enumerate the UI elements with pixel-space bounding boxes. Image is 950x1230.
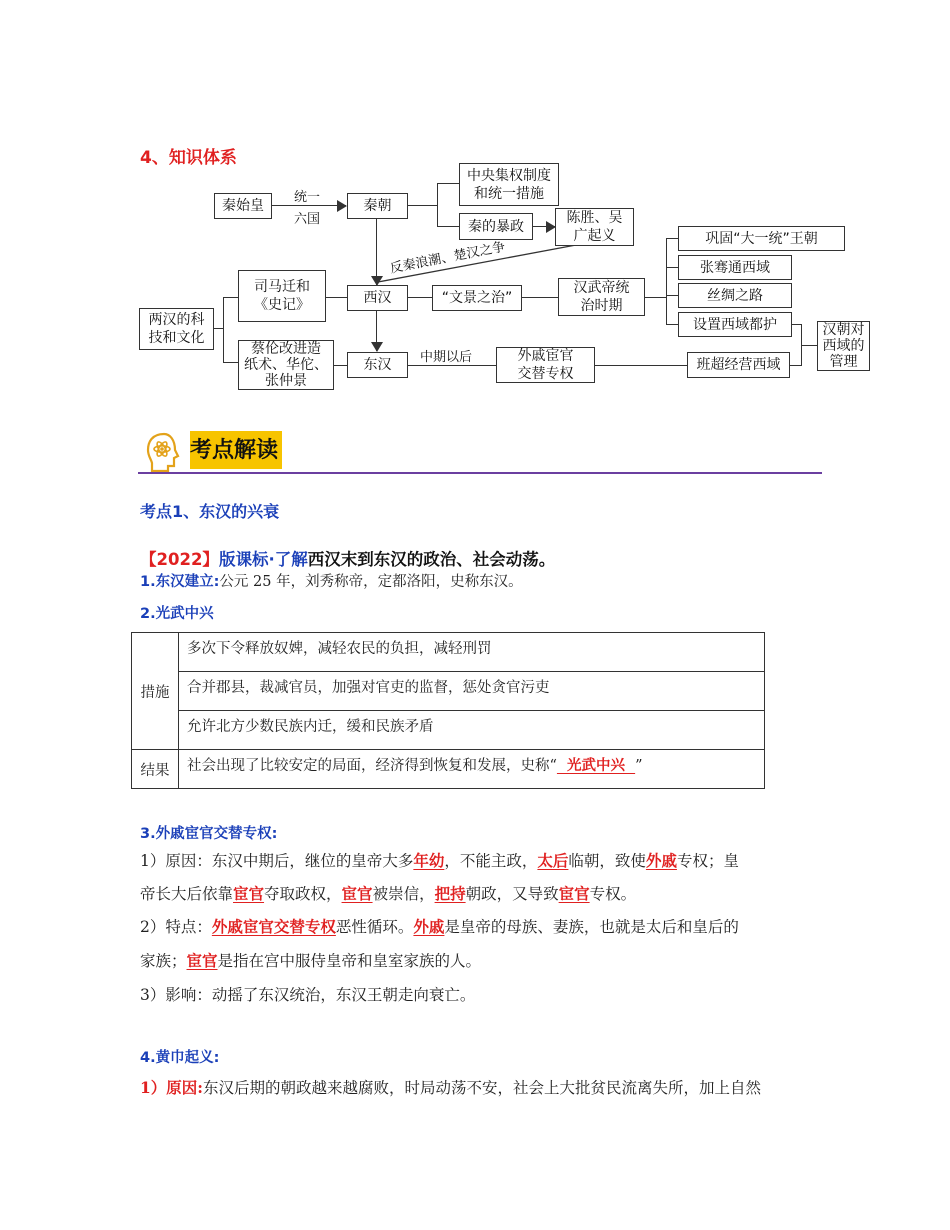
brain-atom-icon	[142, 430, 186, 474]
box-science-culture	[139, 308, 214, 350]
paragraph-line	[140, 883, 636, 905]
box-label: 秦始皇	[222, 198, 264, 214]
paragraph-line	[140, 950, 481, 972]
box-label: 班超经营西域	[696, 357, 781, 373]
section-title: 4、知识体系	[140, 148, 237, 168]
banner-underline	[138, 472, 822, 474]
text: 朝政，又导致	[465, 885, 559, 903]
box-silu	[678, 283, 792, 308]
box-cailun	[238, 340, 334, 390]
standard-year: 【2022】	[140, 550, 219, 569]
box-label: 蔡伦改进造	[251, 341, 321, 357]
box-label: 东汉	[363, 357, 392, 373]
result-text: ”	[635, 758, 643, 774]
connector	[522, 297, 558, 298]
answer-text: 宦官	[558, 884, 590, 903]
row-header: 结果	[132, 750, 179, 789]
table-cell: 合并郡县，裁减官员，加强对官吏的监督，惩处贪官污吏	[179, 672, 765, 711]
connector	[408, 365, 496, 366]
box-waiqi	[496, 347, 595, 383]
text: 恶性循环。	[335, 918, 414, 936]
box-xihan	[347, 285, 408, 311]
answer-text: 宦官	[341, 884, 373, 903]
connector	[272, 205, 346, 206]
text: 家族；	[140, 952, 187, 970]
answer-text: 把持	[434, 884, 466, 903]
connector	[801, 345, 817, 346]
text: 临朝，致使	[568, 852, 646, 870]
box-zhangqian	[678, 255, 792, 280]
text: 专权；皇	[676, 852, 739, 870]
edge-label: 反秦浪潮、楚汉之争	[388, 239, 507, 277]
box-label: 秦的暴政	[468, 218, 524, 235]
paragraph-line	[140, 1077, 761, 1099]
result-text: 社会出现了比较安定的局面，经济得到恢复和发展，史称“	[187, 758, 557, 774]
text: 2）特点：	[140, 918, 212, 936]
item-title: 3.外戚宦官交替专权:	[140, 826, 278, 842]
box-chensheng	[555, 208, 634, 246]
table-cell: 允许北方少数民族内迁，缓和民族矛盾	[179, 711, 765, 750]
connector	[645, 297, 667, 298]
box-wudi	[558, 278, 645, 316]
box-label: 西域的	[822, 338, 865, 354]
connector	[408, 205, 438, 206]
box-qinchao	[347, 193, 408, 219]
box-label: 西汉	[363, 290, 392, 306]
box-label: 广起义	[573, 228, 616, 244]
table-row	[132, 750, 765, 789]
box-label: 和统一措施	[474, 185, 544, 202]
text: ，不能主政，	[444, 852, 538, 870]
table-cell	[179, 750, 765, 789]
answer-text: 宦官	[186, 951, 218, 970]
box-label: 中央集权制度	[467, 167, 551, 184]
box-simaqian	[238, 270, 326, 322]
connector	[326, 297, 348, 298]
box-label: 丝绸之路	[707, 287, 763, 304]
box-duhu	[678, 312, 792, 337]
text: 被崇信，	[372, 885, 435, 903]
connector	[223, 297, 239, 298]
edge-label: 六国	[294, 212, 321, 227]
item-label: 1.东汉建立:	[140, 574, 220, 590]
box-xiyu-management	[817, 321, 870, 371]
box-label: 两汉的科	[148, 312, 205, 328]
box-label: 管理	[829, 354, 858, 370]
item-title: 2.光武中兴	[140, 606, 214, 622]
connector	[437, 183, 438, 227]
connector	[223, 297, 224, 363]
box-label: 《史记》	[254, 297, 310, 313]
paragraph-line: 3）影响：动摇了东汉统治，东汉王朝走向衰亡。	[140, 986, 476, 1004]
edge-label: 中期以后	[420, 350, 473, 365]
connector	[595, 365, 687, 366]
connector	[666, 238, 678, 239]
box-label: 外戚宦官	[517, 348, 574, 364]
text: 是皇帝的母族、妻族，也就是太后和皇后的	[444, 918, 739, 936]
standard-text: 西汉末到东汉的政治、社会动荡。	[307, 550, 556, 569]
kaodian-title: 考点1、东汉的兴衰	[140, 502, 280, 521]
text: 1）原因：东汉中期后，继位的皇帝大多	[140, 852, 414, 870]
row-header: 措施	[132, 633, 179, 750]
answer-text: 太后	[537, 851, 569, 870]
connector	[790, 365, 802, 366]
text: 专权。	[589, 885, 637, 903]
box-donghan	[347, 352, 408, 378]
box-label: 张骞通西域	[700, 259, 770, 276]
table-cell: 多次下令释放奴婢，减轻农民的负担，减轻刑罚	[179, 633, 765, 672]
connector	[408, 297, 432, 298]
box-label: 汉朝对	[822, 322, 865, 338]
item-text: 公元 25 年，刘秀称帝，定都洛阳，史称东汉。	[219, 574, 523, 590]
answer-text: 外戚	[645, 851, 677, 870]
box-label: 治时期	[580, 298, 623, 314]
text: 是指在宫中服侍皇帝和皇室家族的人。	[217, 952, 482, 970]
answer-text: 外戚宦官交替专权	[211, 917, 336, 936]
box-label: 巩固“大一统”王朝	[705, 230, 818, 247]
box-label: 设置西域都护	[693, 316, 777, 333]
box-label: 司马迁和	[254, 279, 310, 295]
answer-text: 外戚	[413, 917, 445, 936]
paragraph-line	[140, 850, 739, 872]
box-banchao	[687, 352, 790, 378]
paragraph-line	[140, 916, 739, 938]
item-label: 1）原因:	[140, 1078, 204, 1097]
box-label: 纸术、华佗、	[244, 357, 328, 373]
connector	[334, 365, 348, 366]
box-label: “文景之治”	[441, 290, 513, 306]
text: 夺取政权，	[264, 885, 342, 903]
standard-label: 版课标·了解	[218, 550, 308, 569]
connector	[666, 267, 678, 268]
guangwu-table	[131, 632, 765, 789]
connector	[437, 226, 459, 227]
box-label: 技和文化	[148, 330, 205, 346]
text: 东汉后期的朝政越来越腐败，时局动荡不安，社会上大批贫民流离失所，加上自然	[203, 1079, 762, 1097]
item-establishment	[140, 571, 523, 593]
connector	[223, 362, 239, 363]
box-label: 交替专权	[517, 366, 574, 382]
table-row	[132, 711, 765, 750]
box-wenjing	[432, 285, 522, 311]
table-row	[132, 633, 765, 672]
answer-text: 宦官	[233, 884, 265, 903]
connector	[666, 238, 667, 325]
text: 帝长大后依靠	[140, 885, 234, 903]
box-label: 张仲景	[265, 373, 307, 389]
box-label: 陈胜、吴	[566, 210, 623, 226]
curriculum-standard	[140, 546, 555, 570]
box-label: 秦朝	[363, 198, 392, 214]
connector	[666, 324, 678, 325]
item-title: 4.黄巾起义:	[140, 1050, 220, 1066]
section-banner	[138, 424, 822, 476]
connector	[666, 295, 678, 296]
answer-text: 光武中兴	[556, 757, 636, 774]
box-qinshihuang	[214, 193, 272, 219]
box-central-system	[459, 163, 559, 206]
table-row	[132, 672, 765, 711]
box-label: 汉武帝统	[573, 280, 630, 296]
banner-title: 考点解读	[190, 438, 279, 463]
box-gonggu	[678, 226, 845, 251]
answer-text: 年幼	[413, 851, 445, 870]
connector	[437, 183, 459, 184]
edge-label: 统一	[294, 190, 321, 205]
